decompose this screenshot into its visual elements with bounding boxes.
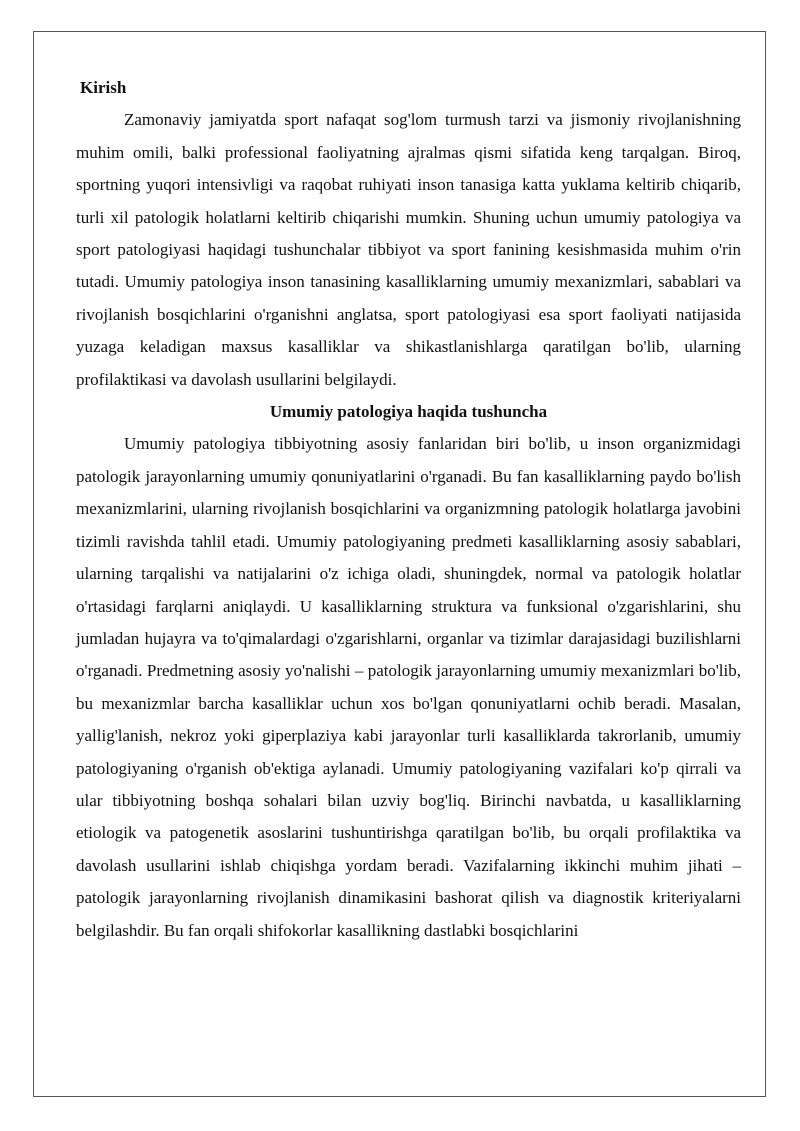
section-paragraph: Umumiy patologiya tibbiyotning asosiy fanlaridan biri bo'lib, u inson organizmidagi patologik jarayonlarning umumiy qonuniyatlarini o'rganadi. Bu fan kasalliklarning paydo bo'lish mexanizmlarini, ularning rivojlanish bosqichlarini va organizmning patologik holatlarga javobini tizimli ravishda tahlil etadi. Umumiy patologiyaning predmeti kasalliklarning asosiy sabablari, ularning tarqalishi va natijalarini o'z ichiga oladi, shuningdek, normal va patologik holatlar o'rtasidagi farqlarni aniqlaydi. U kasalliklarning struktura va funksional o'zgarishlarini, shu jumladan hujayra va to'qimalardagi o'zgarishlarni, organlar va tizimlar darajasidagi buzilishlarni o'rganadi. Predmetning asosiy yo'nalishi – patologik jarayonlarning umumiy mexanizmlari bo'lib, bu mexanizmlar barcha kasalliklar uchun xos bo'lgan qonuniyatlarni ochib beradi. Masalan, yallig'lanish, nekroz yoki giperplaziya kabi jarayonlar turli kasalliklarda takrorlanib, umumiy patologiyaning o'rganish ob'ektiga aylanadi. Umumiy patologiyaning vazifalari ko'p qirrali va ular tibbiyotning boshqa sohalari bilan uzviy bog'liq. Birinchi navbatda, u kasalliklarning etiologik va patogenetik asoslarini tushuntirishga qaratilgan bo'lib, bu orqali profilaktika va davolash usullarini ishlab chiqishga yordam beradi. Vazifalarning ikkinchi muhim jihati – patologik jarayonlarning rivojlanish dinamikasini bashorat qilish va diagnostik kriteriyalarni belgilashdir. Bu fan orqali shifokorlar kasallikning dastlabki bosqichlarini <box>76 434 741 940</box>
section-heading: Umumiy patologiya haqida tushuncha <box>269 402 548 422</box>
intro-heading: Kirish <box>80 78 127 97</box>
document-body <box>76 72 741 947</box>
intro-paragraph: Zamonaviy jamiyatda sport nafaqat sog'lom turmush tarzi va jismoniy rivojlanishning muhim omili, balki professional faoliyatning ajralmas qismi sifatida keng tarqalgan. Biroq, sportning yuqori intensivligi va raqobat ruhiyati inson tanasiga katta yuklama keltirib chiqarib, turli xil patologik holatlarni keltirib chiqarishi mumkin. Shuning uchun umumiy patologiya va sport patologiyasi haqidagi tushunchalar tibbiyot va sport fanining kesishmasida muhim o'rin tutadi. Umumiy patologiya inson tanasining kasalliklarning umumiy mexanizmlari, sabablari va rivojlanish bosqichlarini o'rganishni anglatsa, sport patologiyasi esa sport faoliyati natijasida yuzaga keladigan maxsus kasalliklar va shikastlanishlarga qaratilgan bo'lib, ularning profilaktikasi va davolash usullarini belgilaydi. <box>76 110 741 389</box>
